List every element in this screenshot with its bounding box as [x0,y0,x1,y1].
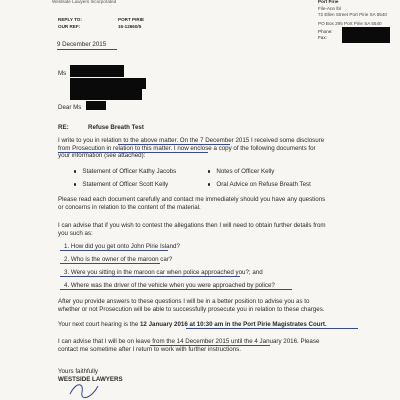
para6-line-2: contact me sometime after I return to work with further instructions. [58,345,241,353]
para3-line-2: you such as: [58,229,93,237]
salutation: Dear Ms [58,104,82,111]
question-item: 2. Who is the owner of the maroon car? [64,256,173,263]
question-pen-underline [60,289,292,290]
para3-line-1: I can advise that if you wish to contest the allegations then I will need to obtain further details from [58,222,326,229]
phone-label: Phone: [318,29,333,34]
para1-line-3: your information (see attached): [58,152,146,160]
redacted-recipient-address-2 [70,89,142,100]
question-pen-underline [60,276,240,277]
date-pen-underline [57,49,117,50]
bullet-icon [208,170,210,172]
paragraph-disclosure [58,137,358,160]
letter-date: 9 December 2015 [57,41,107,48]
question-item: 1. How did you get onto John Pirie Island? [64,243,180,250]
question-item: 4. Where was the driver of the vehicle when you were approached by police? [64,282,275,289]
court-prefix: Your next court hearing is the [58,321,140,328]
fax-label: Fax: [318,35,327,40]
para4-line-2: whether or not Prosecution will be able to successfully prosecute you in relation to these charges. [58,305,325,313]
bullet-icon [74,170,76,172]
para1-line-2: from Prosecution in relation to this matter. I now enclose a copy of the following documents for [58,144,316,152]
office-line-1: File-Ann lbl [318,6,341,11]
reply-to-label: REPLY TO: [58,17,82,22]
enclosure-item: Notes of Officer Kelly [208,168,274,175]
question-pen-underline [60,250,168,251]
recipient-prefix: Ms [58,70,67,77]
question-item: 3. Were you sitting in the maroon car when police approached you?; and [64,269,263,276]
enclosure-item: Statement of Officer Scott Kelly [74,181,168,188]
re-label: RE: [58,124,69,131]
para1-line-1: I write to you in relation to the above matter. On the 7 December 2015 I received some disclosure [58,137,325,144]
para2-line-1: Please read each document carefully and contact me immediately should you have any questions [58,196,326,203]
question-pen-underline [60,263,160,264]
redacted-phone-fax [342,27,390,43]
office-line-3: PO Box 295 Port Pirie SA 5540 [318,21,382,26]
handwritten-signature-icon [66,378,126,400]
paragraph-read-documents [58,196,358,211]
para6-line-1: I can advise that I will be on leave from the 14 December 2015 until the 4 January 2016. Please [58,338,320,345]
leave-pen-underline [150,345,270,346]
firm-signature: WESTSIDE LAWYERS [58,376,123,383]
office-line-2: 72 Ellen Street Port Pirie SA 5540 [318,12,387,17]
re-subject: Refuse Breath Test [88,124,144,131]
reply-to-value: PORT PIRIE [118,17,145,22]
para1-pen-underline-1 [118,144,230,145]
para4-line-1: After you provide answers to these questions I will be in a better position to advise you as to [58,298,310,305]
office-name: Port Pirie [318,0,339,4]
redacted-recipient-address-1 [70,78,146,89]
paragraph-after-answers [58,298,358,313]
paragraph-contest [58,222,358,237]
enclosure-item: Oral Advice on Refuse Breath Test [208,181,311,188]
para2-line-2: or concerns in relation to the content of the material. [58,203,201,211]
our-ref-value: 15-12660/5 [118,24,142,29]
court-date-bold: 12 January 2016 at 10:30 am in the Port Pirie Magistrates Court. [139,321,327,328]
bullet-icon [208,183,210,185]
enclosure-item: Statement of Officer Kathy Jacobs [74,168,176,175]
para1-pen-underline-2 [58,152,208,153]
firm-header-partial: Westside Lawyers Incorporated [52,0,117,4]
our-ref-label: OUR REF: [58,24,81,29]
redacted-salutation-name [86,101,106,110]
court-pen-underline [186,328,358,329]
bullet-icon [74,183,76,185]
redacted-recipient-name [70,65,124,77]
closing: Yours faithfully [58,368,99,375]
